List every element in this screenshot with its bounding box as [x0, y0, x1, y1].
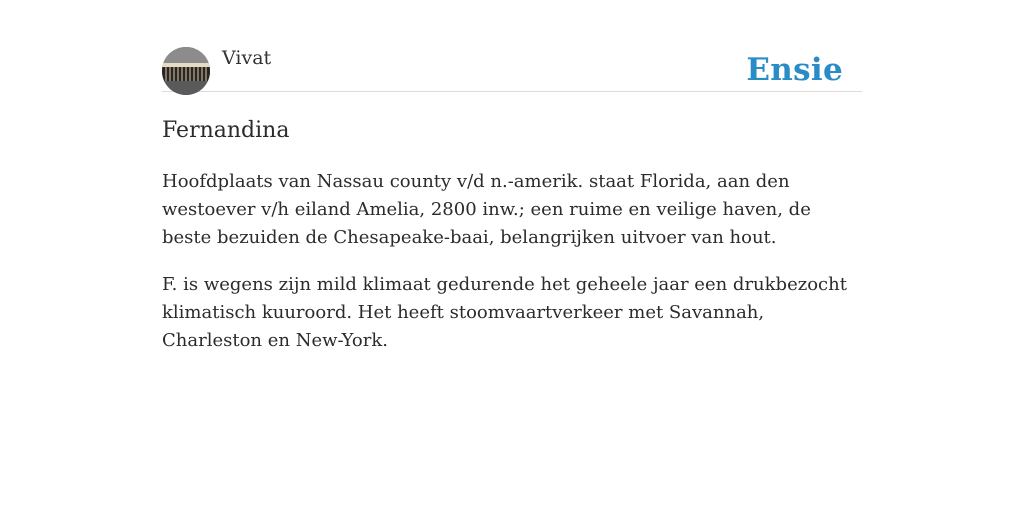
books-avatar-icon: [162, 47, 210, 95]
avatar[interactable]: [162, 47, 210, 95]
entry-header: [162, 46, 862, 92]
brand-logo[interactable]: Ensie: [746, 52, 843, 88]
author-name[interactable]: Vivat: [222, 47, 272, 69]
entry-title: Fernandina: [162, 118, 290, 143]
entry-paragraph-1: Hoofdplaats van Nassau county v/d n.-amerik. staat Florida, aan den westoever v/h eiland Amelia, 2800 inw.; een ruime en veilige haven, de beste bezuiden de Chesapeake-baai, belangrijken uitvoer van hout.: [162, 171, 811, 248]
entry-paragraph-2: F. is wegens zijn mild klimaat gedurende het geheele jaar een drukbezocht klimatisch kuuroord. Het heeft stoomvaartverkeer met Savannah, Charleston en New-York.: [162, 274, 847, 351]
entry-card: [162, 46, 862, 355]
